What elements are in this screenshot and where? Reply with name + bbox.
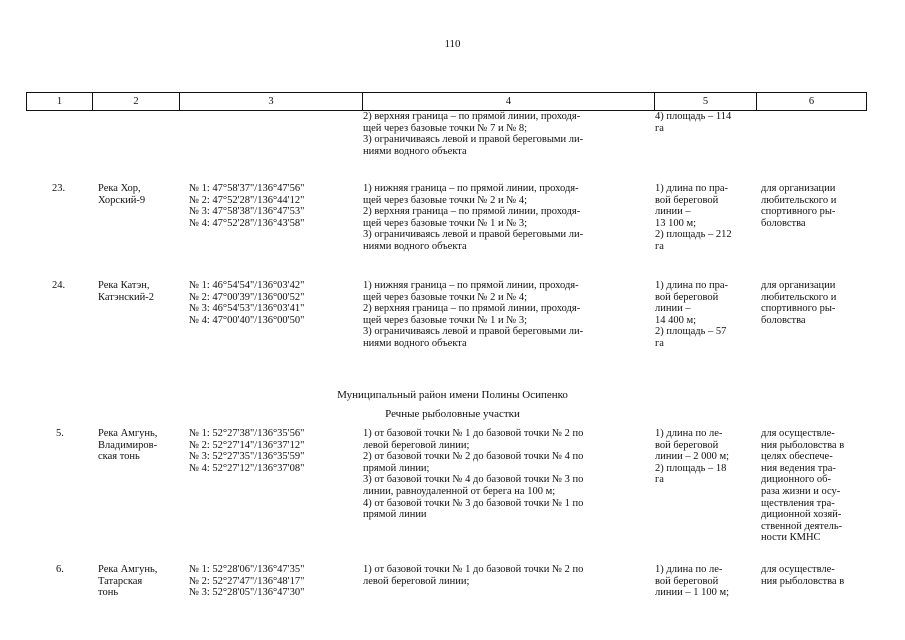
row-24-bounds: 1) нижняя граница – по прямой линии, проходя- щей через базовые точки № 2 и № 4; 2) верхняя граница – по прямой линии, проходя- щей через базовые точки № 1 и № 3; 3) ограничиваясь левой и правой береговыми ли- ниями водного объекта: [363, 280, 584, 349]
header-col-1: 1: [27, 93, 93, 111]
table-header: [26, 92, 867, 111]
cont-size: 4) площадь – 114 га: [655, 111, 732, 134]
row-6-name: Река Амгунь, Татарская тонь: [98, 564, 158, 599]
row-5-purpose: для осуществле- ния рыболовства в целях обеспече- ния ведения тра- диционного об- раза жизни и осу- ществления тра- диционной хозяй- ственной деятель- ности КМНС: [761, 428, 845, 544]
row-24-num: 24.: [52, 280, 66, 291]
row-6-coords: № 1: 52°28'06"/136°47'35" № 2: 52°27'47"/136°48'17" № 3: 52°28'05"/136°47'30": [189, 564, 305, 599]
row-23-coords: № 1: 47°58'37"/136°47'56" № 2: 47°52'28"/136°44'12" № 3: 47°58'38"/136°47'53" № 4: 47°52'28"/136°43'58": [189, 183, 305, 229]
row-24-size: 1) длина по пра- вой береговой линии – 14 400 м; 2) площадь – 57 га: [655, 280, 728, 349]
row-5-size: 1) длина по ле- вой береговой линии – 2 000 м; 2) площадь – 18 га: [655, 428, 730, 486]
row-6-size: 1) длина по ле- вой береговой линии – 1 100 м;: [655, 564, 730, 599]
row-23-num: 23.: [52, 183, 66, 194]
header-col-3: 3: [180, 93, 363, 111]
header-row: [27, 93, 867, 111]
row-23-purpose: для организации любительского и спортивного ры- боловства: [761, 183, 837, 229]
row-23-bounds: 1) нижняя граница – по прямой линии, проходя- щей через базовые точки № 2 и № 4; 2) верхняя граница – по прямой линии, проходя- щей через базовые точки № 1 и № 3; 3) ограничиваясь левой и правой береговыми ли- ниями водного объекта: [363, 183, 584, 252]
row-24-purpose: для организации любительского и спортивного ры- боловства: [761, 280, 837, 326]
row-24-coords: № 1: 46°54'54"/136°03'42" № 2: 47°00'39"/136°00'52" № 3: 46°54'53"/136°03'41" № 4: 47°00'40"/136°00'50": [189, 280, 305, 326]
subsection-title: Речные рыболовные участки: [385, 408, 520, 420]
row-6-purpose: для осуществле- ния рыболовства в: [761, 564, 845, 587]
page-number: 110: [444, 38, 461, 50]
header-col-5: 5: [655, 93, 757, 111]
row-23-name: Река Хор, Хорский-9: [98, 183, 146, 206]
row-23-size: 1) длина по пра- вой береговой линии – 13 100 м; 2) площадь – 212 га: [655, 183, 732, 252]
row-6-bounds: 1) от базовой точки № 1 до базовой точки № 2 по левой береговой линии;: [363, 564, 584, 587]
header-col-6: 6: [757, 93, 867, 111]
cont-bounds: 2) верхняя граница – по прямой линии, проходя- щей через базовые точки № 7 и № 8; 3) ограничиваясь левой и правой береговыми ли- ниями водного объекта: [363, 111, 584, 157]
row-24-name: Река Катэн, Катэнский-2: [98, 280, 154, 303]
row-6-num: 6.: [56, 564, 64, 575]
header-col-2: 2: [93, 93, 180, 111]
row-5-bounds: 1) от базовой точки № 1 до базовой точки № 2 по левой береговой линии; 2) от базовой точки № 2 до базовой точки № 4 по прямой линии; 3) от базовой точки № 4 до базовой точки № 3 по линии, равноудаленной от берега на 100 м; 4) от базовой точки № 3 до базовой точки № 1 по прямой линии: [363, 428, 584, 521]
row-5-name: Река Амгунь, Владимиров- ская тонь: [98, 428, 158, 463]
header-col-4: 4: [363, 93, 655, 111]
section-title: Муниципальный район имени Полины Осипенко: [337, 389, 568, 401]
row-5-num: 5.: [56, 428, 64, 439]
row-5-coords: № 1: 52°27'38"/136°35'56" № 2: 52°27'14"/136°37'12" № 3: 52°27'35"/136°35'59" № 4: 52°27'12"/136°37'08": [189, 428, 305, 474]
